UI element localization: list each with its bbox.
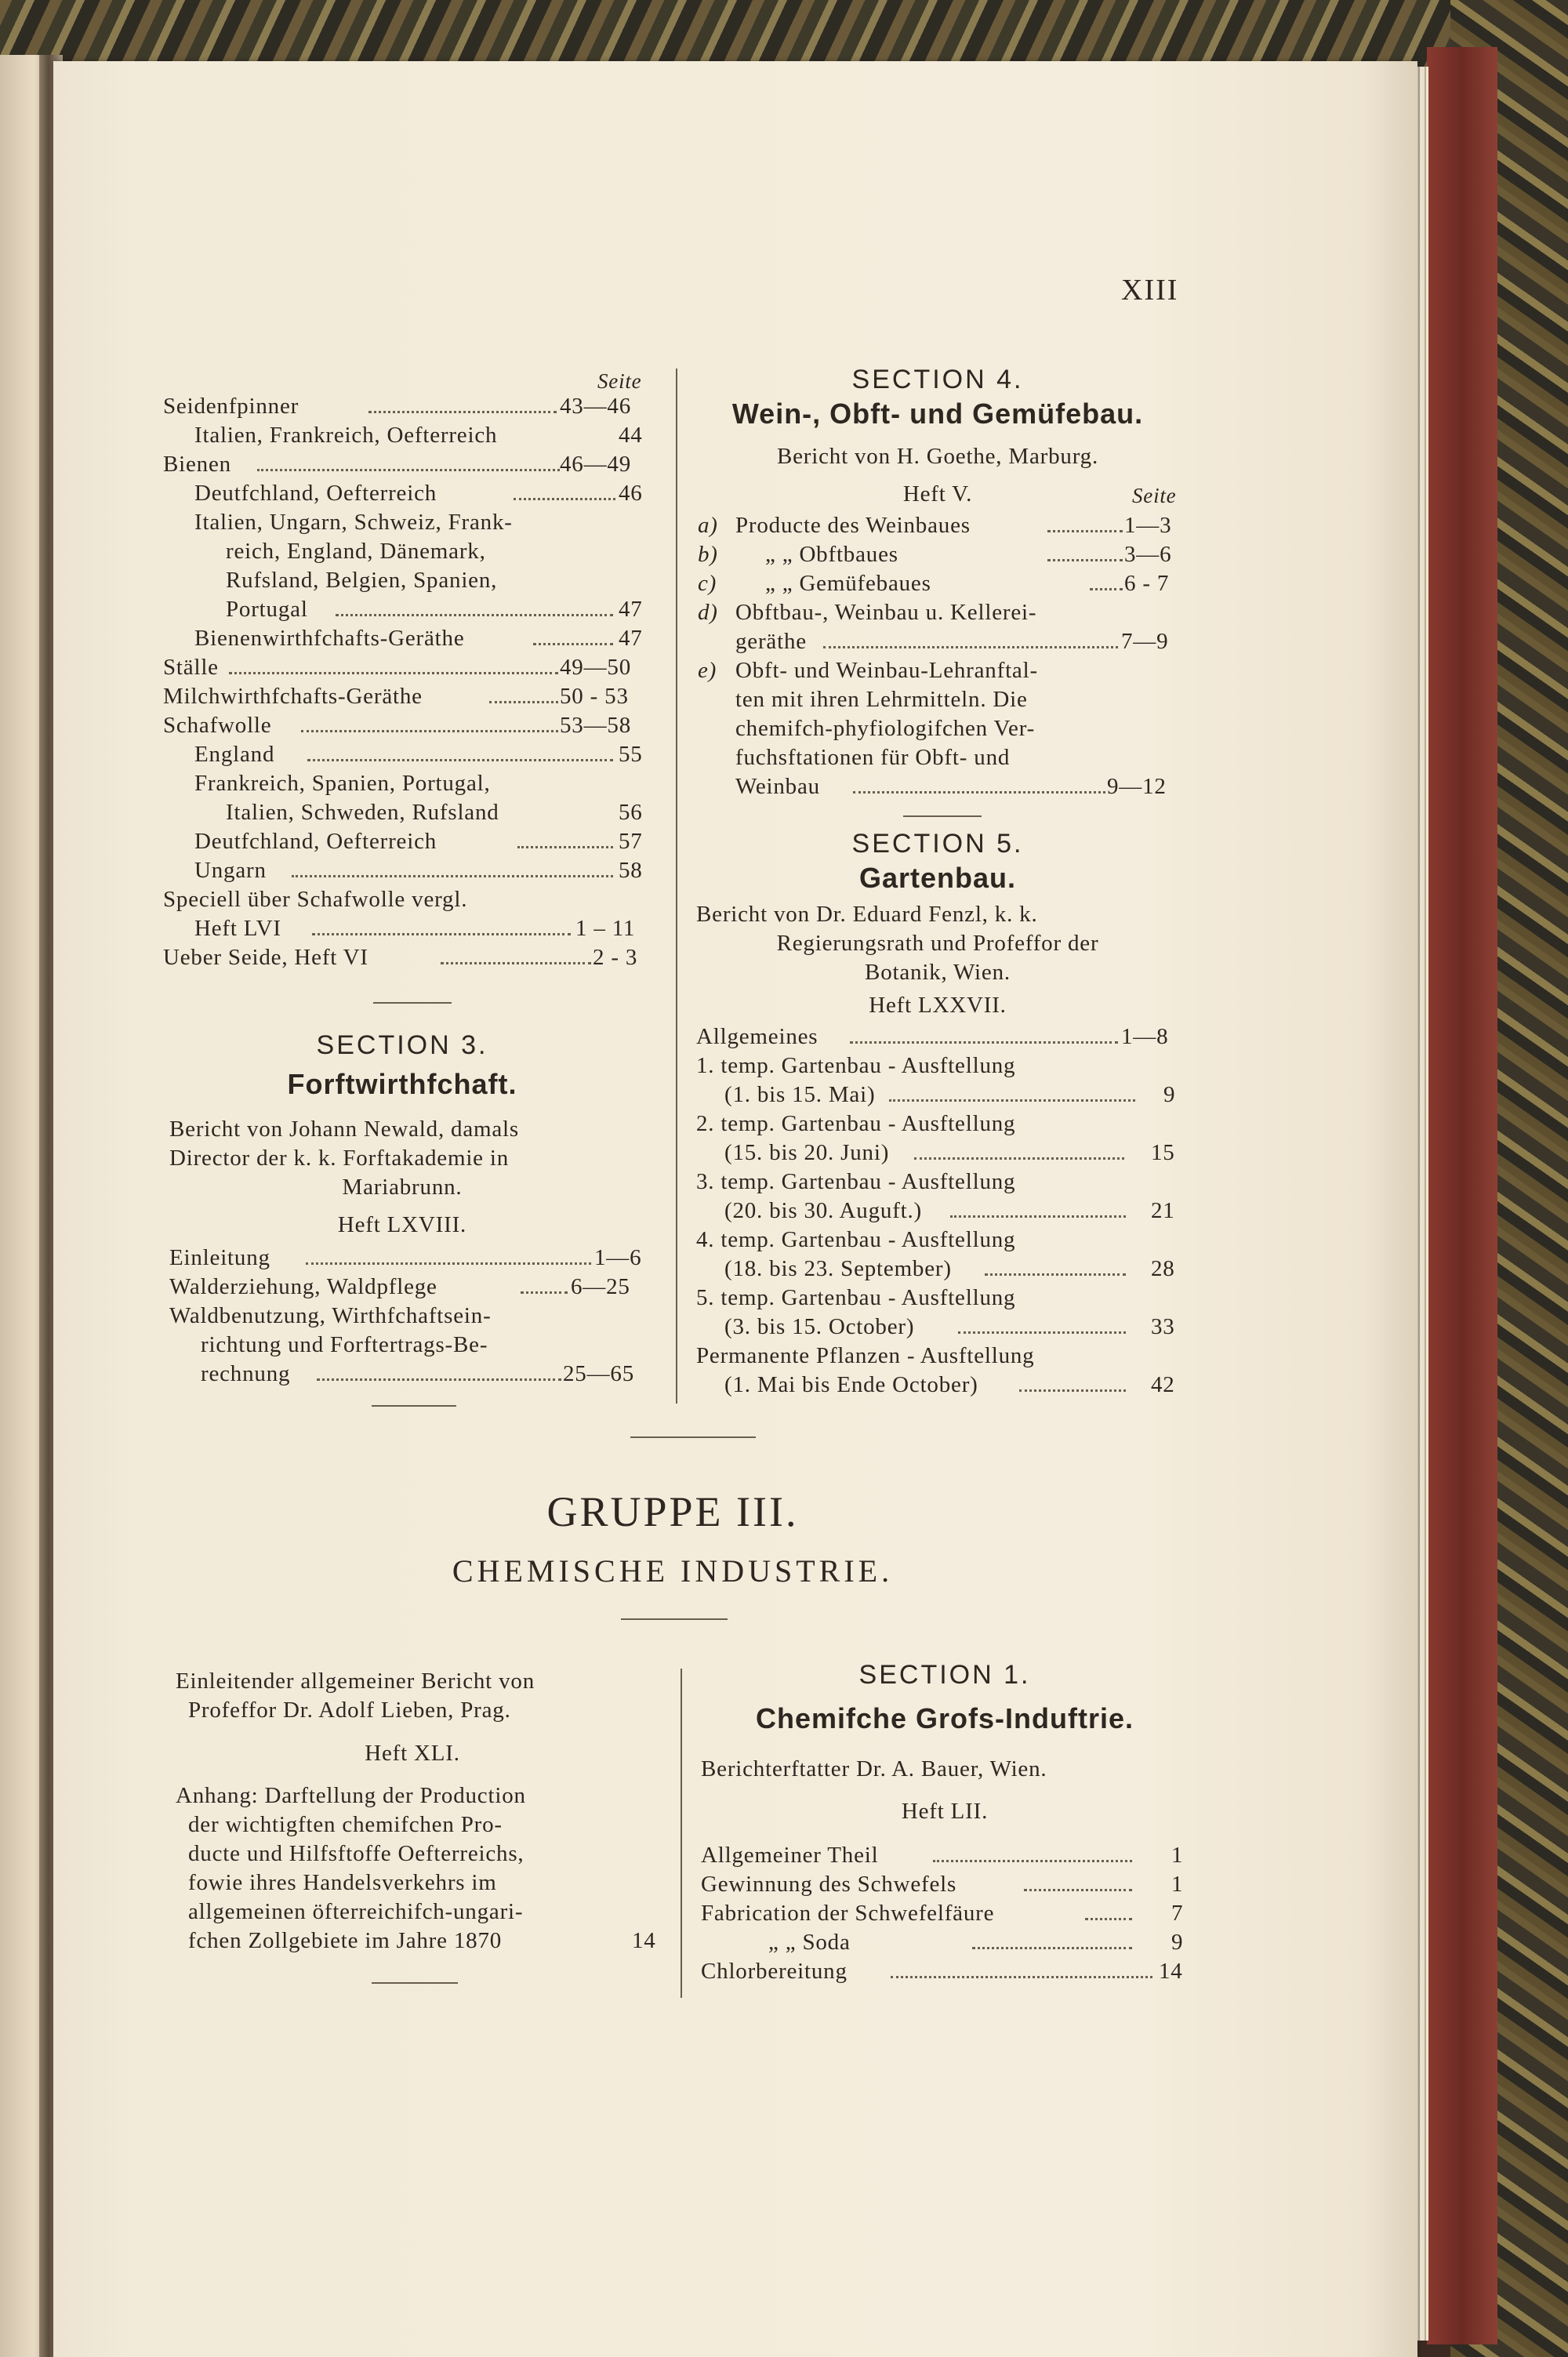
entry-text: Ungarn [194, 858, 267, 883]
entry-text: Italien, Schweden, Rufsland [226, 800, 499, 825]
entry-label: a) [698, 513, 718, 538]
dot-leader [317, 1378, 561, 1381]
entry-page: 6 - 7 [1124, 571, 1170, 596]
entry-text: (3. bis 15. October) [724, 1314, 915, 1339]
entry-page: 42 [1151, 1372, 1175, 1397]
entry-page: 43—46 [560, 394, 631, 419]
section-heading: SECTION 1. [858, 1660, 1031, 1690]
dot-leader [1047, 530, 1123, 532]
dot-leader [853, 791, 1105, 794]
dot-leader [301, 730, 558, 732]
entry-text: Ueber Seide, Heft VI [163, 945, 368, 970]
entry-text: Seidenfpinner [163, 394, 299, 419]
anhang-text: fowie ihres Handelsverkehrs im [188, 1870, 497, 1895]
entry-text: fuchsftationen für Obft- und [735, 745, 1011, 770]
report-text: Bericht von Dr. Eduard Fenzl, k. k. [696, 902, 1038, 927]
entry-text: Bienen [163, 452, 231, 477]
dot-leader [950, 1215, 1126, 1218]
entry-page: 33 [1151, 1314, 1175, 1339]
report-text: Bericht von Johann Newald, damals [169, 1117, 519, 1142]
entry-page: 47 [619, 626, 643, 651]
entry-text: Einleitung [169, 1245, 270, 1270]
dot-leader [307, 759, 613, 761]
book-cover-edge [1427, 47, 1497, 2344]
entry-text: Deutfchland, Oefterreich [194, 829, 437, 854]
dot-leader [891, 1976, 1152, 1978]
entry-page: 47 [619, 597, 643, 622]
entry-text: Italien, Frankreich, Oefterreich [194, 423, 498, 448]
dot-leader [933, 1860, 1132, 1862]
entry-page: 6—25 [571, 1274, 630, 1299]
gruppe-subtitle: CHEMISCHE INDUSTRIE. [452, 1553, 894, 1589]
entry-page: 9—12 [1107, 774, 1167, 799]
entry-page: 58 [619, 858, 643, 883]
entry-page: 55 [619, 742, 643, 767]
entry-text: ten mit ihren Lehrmitteln. Die [735, 687, 1028, 712]
entry-text: Allgemeines [696, 1024, 818, 1049]
section-title: Gartenbau. [858, 862, 1017, 894]
seite-header: Seite [597, 369, 642, 393]
seite-header: Seite [1132, 484, 1177, 507]
dot-leader [914, 1157, 1124, 1160]
entry-page: 9 [1163, 1082, 1176, 1107]
entry-text: Italien, Ungarn, Schweiz, Frank- [194, 510, 513, 535]
report-text: Botanik, Wien. [865, 960, 1011, 985]
entry-text: Walderziehung, Waldpflege [169, 1274, 437, 1299]
entry-text: „ „ Soda [768, 1930, 851, 1955]
entry-page: 44 [619, 423, 643, 448]
entry-page: 49—50 [560, 655, 631, 680]
entry-text: „ „ Obftbaues [765, 542, 898, 567]
entry-text: (20. bis 30. Auguft.) [724, 1198, 923, 1223]
heft-label: Heft LXVIII. [337, 1212, 467, 1237]
entry-page: 7 [1171, 1901, 1184, 1926]
entry-text: Chlorbereitung [701, 1959, 848, 1984]
entry-text: Rufsland, Belgien, Spanien, [226, 568, 498, 593]
entry-text: England [194, 742, 275, 767]
entry-page: 1 – 11 [575, 916, 636, 941]
heft-label: Heft XLI. [365, 1741, 460, 1766]
dot-leader [889, 1099, 1135, 1102]
section-heading: SECTION 4. [851, 365, 1024, 394]
section-title: Wein-, Obft- und Gemüfebau. [731, 398, 1144, 430]
entry-text: 4. temp. Gartenbau - Ausftellung [696, 1227, 1016, 1252]
entry-text: Allgemeiner Theil [701, 1843, 879, 1868]
entry-page: 46—49 [560, 452, 631, 477]
section-divider [373, 1002, 452, 1004]
entry-text: Portugal [226, 597, 308, 622]
heft-label: Heft V. [902, 481, 973, 507]
anhang-text: Anhang: Darftellung der Production [176, 1783, 526, 1808]
entry-text: Obftbau-, Weinbau u. Kellerei- [735, 600, 1037, 625]
report-text: Director der k. k. Forftakademie in [169, 1146, 510, 1171]
entry-page: 28 [1151, 1256, 1175, 1281]
entry-page: 1 [1171, 1872, 1184, 1897]
entry-page: 21 [1151, 1198, 1175, 1223]
entry-page: 56 [619, 800, 643, 825]
section-heading: SECTION 3. [316, 1030, 488, 1060]
entry-text: Speciell über Schafwolle vergl. [163, 887, 468, 912]
entry-text: 3. temp. Gartenbau - Ausftellung [696, 1169, 1016, 1194]
dot-leader [1047, 559, 1123, 561]
entry-text: Waldbenutzung, Wirthfchaftsein- [169, 1303, 492, 1328]
entry-page: 57 [619, 829, 643, 854]
entry-text: 5. temp. Gartenbau - Ausftellung [696, 1285, 1016, 1310]
entry-text: Frankreich, Spanien, Portugal, [194, 771, 491, 796]
entry-text: (15. bis 20. Juni) [724, 1140, 890, 1165]
dot-leader [306, 1262, 591, 1265]
entry-text: reich, England, Dänemark, [226, 539, 486, 564]
entry-page: 1—8 [1121, 1024, 1169, 1049]
entry-text: Schafwolle [163, 713, 272, 738]
entry-label: c) [698, 571, 717, 596]
section-divider [903, 815, 982, 817]
section-divider [372, 1405, 456, 1407]
report-text: Mariabrunn. [342, 1175, 463, 1200]
entry-page: 1 [1171, 1843, 1184, 1868]
intro-text: Profeffor Dr. Adolf Lieben, Prag. [188, 1698, 511, 1723]
entry-page: 14 [1159, 1959, 1183, 1984]
entry-text: (1. bis 15. Mai) [724, 1082, 876, 1107]
anhang-text: allgemeinen öfterreichifch-ungari- [188, 1899, 524, 1924]
dot-leader [533, 643, 613, 645]
entry-text: geräthe [735, 629, 807, 654]
section-divider [372, 1982, 458, 1984]
report-text: Regierungsrath und Profeffor der [776, 931, 1099, 956]
anhang-page: 14 [632, 1928, 656, 1953]
dot-leader [850, 1041, 1118, 1044]
section-heading: SECTION 5. [851, 829, 1024, 859]
entry-page: 1—3 [1124, 513, 1172, 538]
entry-text: 2. temp. Gartenbau - Ausftellung [696, 1111, 1016, 1136]
entry-text: chemifch-phyfiologifchen Ver- [735, 716, 1036, 741]
page-number: XIII [1121, 274, 1179, 307]
dot-leader [958, 1331, 1126, 1334]
entry-page: 1—6 [594, 1245, 642, 1270]
column-separator [676, 369, 677, 1404]
dot-leader [292, 875, 613, 877]
entry-text: Permanente Pflanzen - Ausftellung [696, 1343, 1035, 1368]
entry-page: 46 [619, 481, 643, 506]
entry-page: 2 - 3 [593, 945, 638, 970]
dot-leader [229, 672, 558, 674]
dot-leader [985, 1273, 1126, 1276]
entry-text: Milchwirthfchafts-Geräthe [163, 684, 423, 709]
entry-text: Bienenwirthfchafts-Geräthe [194, 626, 465, 651]
dot-leader [972, 1947, 1132, 1949]
entry-text: rechnung [201, 1361, 291, 1386]
entry-page: 3—6 [1124, 542, 1172, 567]
entry-text: „ „ Gemüfebaues [765, 571, 931, 596]
anhang-text: fchen Zollgebiete im Jahre 1870 [188, 1928, 503, 1953]
entry-text: 1. temp. Gartenbau - Ausftellung [696, 1053, 1016, 1078]
section-title: Chemifche Grofs-Induftrie. [755, 1702, 1134, 1734]
dot-leader [521, 1291, 568, 1294]
dot-leader [312, 933, 571, 935]
dot-leader [368, 411, 557, 413]
entry-text: (1. Mai bis Ende October) [724, 1372, 978, 1397]
anhang-text: ducte und Hilfsftoffe Oefterreichs, [188, 1841, 524, 1866]
entry-label: b) [698, 542, 718, 567]
entry-label: d) [698, 600, 718, 625]
entry-page: 15 [1151, 1140, 1175, 1165]
intro-text: Einleitender allgemeiner Bericht von [176, 1669, 535, 1694]
entry-text: Weinbau [735, 774, 820, 799]
entry-page: 53—58 [560, 713, 631, 738]
entry-text: Ställe [163, 655, 219, 680]
dot-leader [1085, 1918, 1132, 1920]
report-text: Berichterftatter Dr. A. Bauer, Wien. [701, 1756, 1047, 1781]
column-separator [681, 1669, 682, 1998]
entry-page: 50 - 53 [560, 684, 629, 709]
section-title: Forftwirthfchaft. [287, 1068, 517, 1100]
report-text: Bericht von H. Goethe, Marburg. [776, 444, 1099, 469]
entry-text: (18. bis 23. September) [724, 1256, 952, 1281]
entry-text: Deutfchland, Oefterreich [194, 481, 437, 506]
dot-leader [489, 701, 558, 703]
dot-leader [1019, 1389, 1126, 1392]
dot-leader [517, 846, 613, 848]
dot-leader [514, 498, 615, 500]
heft-label: Heft LII. [901, 1799, 989, 1824]
entry-text: Heft LVI [194, 916, 281, 941]
entry-page: 25—65 [563, 1361, 634, 1386]
anhang-text: der wichtigften chemifchen Pro- [188, 1812, 503, 1837]
dot-leader [1090, 588, 1123, 590]
gruppe-divider [621, 1618, 728, 1620]
entry-text: Fabrication der Schwefelfäure [701, 1901, 995, 1926]
entry-text: Gewinnung des Schwefels [701, 1872, 957, 1897]
dot-leader [1024, 1889, 1132, 1891]
entry-text: Obft- und Weinbau-Lehranftal- [735, 658, 1038, 683]
dot-leader [257, 469, 560, 471]
dot-leader [441, 962, 591, 964]
entry-page: 7—9 [1121, 629, 1169, 654]
dot-leader [823, 646, 1118, 648]
group-divider [630, 1436, 756, 1438]
heft-label: Heft LXXVII. [869, 993, 1007, 1018]
entry-text: Producte des Weinbaues [735, 513, 971, 538]
dot-leader [336, 614, 613, 616]
entry-page: 9 [1171, 1930, 1184, 1955]
gruppe-title: GRUPPE III. [546, 1488, 799, 1535]
entry-label: e) [698, 658, 717, 683]
entry-text: richtung und Forftertrags-Be- [201, 1332, 488, 1357]
